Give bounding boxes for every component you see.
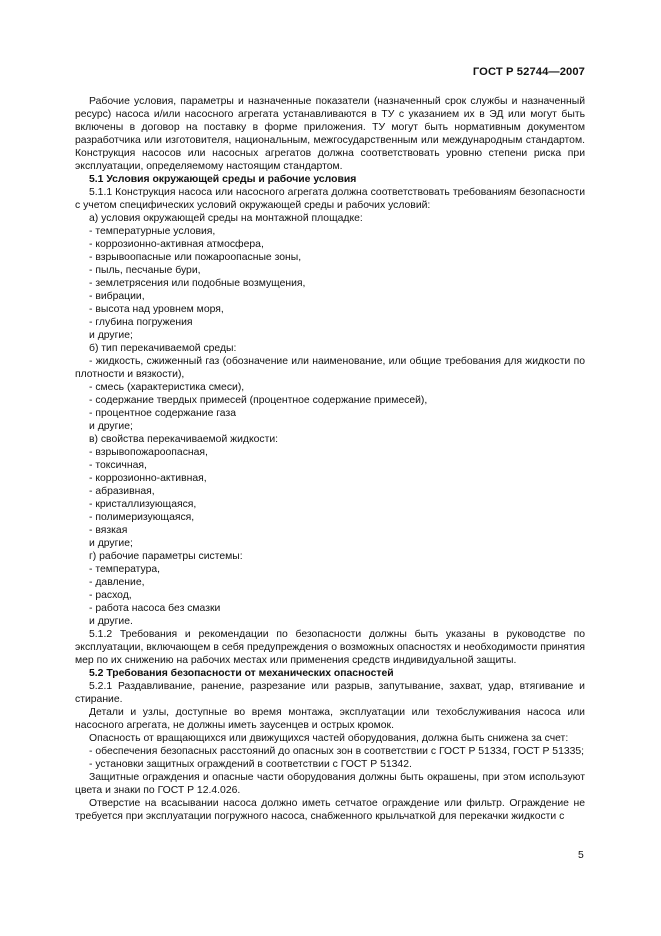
list-item: - установки защитных ограждений в соответствии с ГОСТ Р 51342. — [89, 759, 412, 770]
list-item: - пыль, песчаные бури, — [89, 265, 201, 276]
list-item: и другие; — [89, 421, 133, 432]
list-item: - температурные условия, — [89, 226, 216, 237]
list-item: - процентное содержание газа — [89, 408, 237, 419]
body-paragraph: Опасность от вращающихся или движущихся частей оборудования, должна быть снижена за счет: — [89, 733, 569, 744]
list-item: - токсичная, — [89, 460, 147, 471]
list-item: - обеспечения безопасных расстояний до опасных зон в соответствии с ГОСТ Р 51334, ГОСТ Р 51335; — [89, 746, 585, 757]
list-item: и другие; — [89, 538, 133, 549]
list-item: - содержание твердых примесей (процентное содержание примесей), — [89, 395, 428, 406]
section-heading-5-1: 5.1 Условия окружающей среды и рабочие условия — [89, 174, 357, 185]
list-item: - смесь (характеристика смеси), — [89, 382, 245, 393]
list-item: - полимеризующаяся, — [89, 512, 195, 523]
list-item: - высота над уровнем моря, — [89, 304, 224, 315]
list-item: - расход, — [89, 590, 132, 601]
body-paragraph: Отверстие на всасывании насоса должно иметь сетчатое ограждение или фильтр. Ограждение не требуется при эксплуатации погружного насоса, снабженного крыльчаткой для перекачки жидкости с — [75, 798, 585, 822]
clause-5-1-1: 5.1.1 Конструкция насоса или насосного агрегата должна соответствовать требованиям безопасности с учетом специфических условий окружающей среды и рабочих условий: — [75, 187, 585, 211]
list-item: - работа насоса без смазки — [89, 603, 221, 614]
list-item: - взрывоопасные или пожароопасные зоны, — [89, 252, 302, 263]
body-paragraph: Детали и узлы, доступные во время монтажа, эксплуатации или техобслуживания насоса или насосного агрегата, не должны иметь заусенцев и острых кромок. — [75, 707, 585, 731]
list-heading-v: в) свойства перекачиваемой жидкости: — [89, 434, 279, 445]
list-item: - давление, — [89, 577, 145, 588]
clause-5-2-1: 5.2.1 Раздавливание, ранение, разрезание или разрыв, запутывание, захват, удар, втягивание и стирание. — [75, 681, 585, 705]
list-heading-b: б) тип перекачиваемой среды: — [89, 343, 237, 354]
body-paragraph: Защитные ограждения и опасные части оборудования должны быть окрашены, при этом используют цвета и знаки по ГОСТ Р 12.4.026. — [75, 772, 585, 796]
list-item: - кристаллизующаяся, — [89, 499, 197, 510]
list-item: - взрывопожароопасная, — [89, 447, 208, 458]
list-heading-a: а) условия окружающей среды на монтажной площадке: — [89, 213, 363, 224]
list-item: - землетрясения или подобные возмущения, — [89, 278, 306, 289]
list-heading-g: г) рабочие параметры системы: — [89, 551, 243, 562]
list-item: - температура, — [89, 564, 161, 575]
list-item: - абразивная, — [89, 486, 155, 497]
list-item: - коррозионно-активная атмосфера, — [89, 239, 264, 250]
clause-5-1-2: 5.1.2 Требования и рекомендации по безопасности должны быть указаны в руководстве по эксплуатации, включающем в себя предупреждения о возможных опасностях и необходимости принятия мер по их снижению на рабочих местах или применения средств индивидуальной защиты. — [75, 629, 585, 666]
document-id-header: ГОСТ Р 52744—2007 — [472, 66, 585, 78]
list-item: - глубина погружения — [89, 317, 193, 328]
list-item: - коррозионно-активная, — [89, 473, 207, 484]
page-number: 5 — [578, 850, 584, 861]
section-heading-5-2: 5.2 Требования безопасности от механических опасностей — [89, 668, 394, 679]
list-item: и другие. — [89, 616, 133, 627]
intro-paragraph: Рабочие условия, параметры и назначенные показатели (назначенный срок службы и назначенный ресурс) насоса и/или насосного агрегата устанавливаются в ТУ с указанием их в ЭД или могут быть включены в договор на поставку в форме приложения. ТУ могут быть нормативным документом разработчика или изготовителя, национальным, межгосударственным или международным стандартом. Конструкция насосов или насосных агрегатов должна соответствовать уровню степени риска при эксплуатации, определяемому настоящим стандартом. — [75, 96, 585, 172]
list-item: - вязкая — [89, 525, 128, 536]
list-item: - вибрации, — [89, 291, 145, 302]
document-body — [75, 95, 585, 823]
list-item: и другие; — [89, 330, 133, 341]
list-item: - жидкость, сжиженный газ (обозначение или наименование, или общие требования для жидкости по плотности и вязкости), — [75, 356, 585, 380]
